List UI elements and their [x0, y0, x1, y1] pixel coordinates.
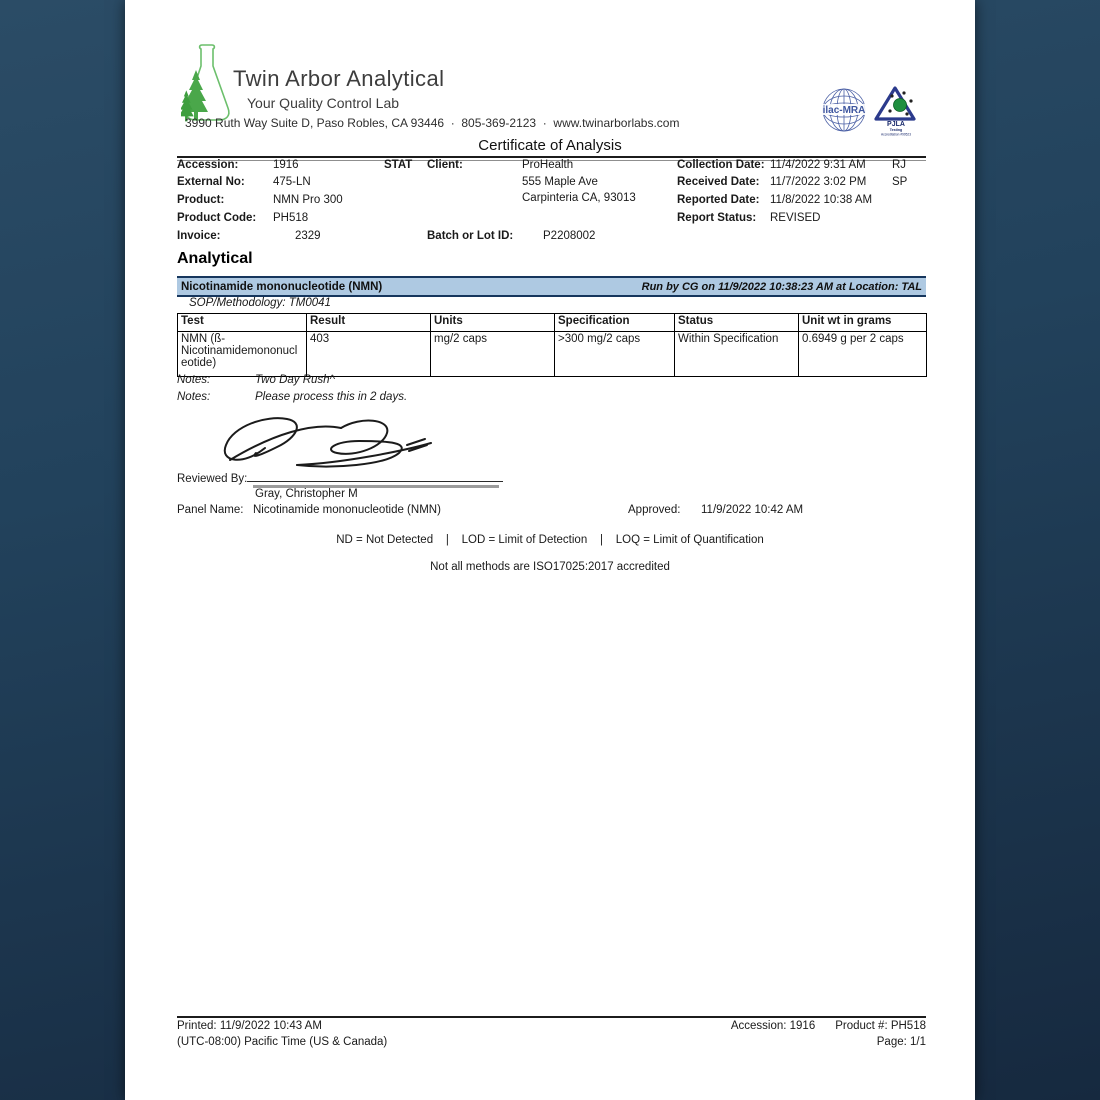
signature-line: [247, 470, 503, 482]
sop-methodology: SOP/Methodology: TM0041: [189, 297, 331, 309]
accession-value: 1916: [273, 159, 299, 171]
client-address2: Carpinteria CA, 93013: [522, 192, 636, 204]
note-text: Please process this in 2 days.: [255, 391, 408, 403]
received-date-label: Received Date:: [677, 176, 760, 188]
cell-units: mg/2 caps: [431, 332, 555, 377]
stat-flag: STAT: [384, 159, 413, 171]
approved-value: 11/9/2022 10:42 AM: [701, 504, 804, 516]
panel-banner: [177, 276, 926, 297]
reviewer-name: Gray, Christopher M: [255, 488, 358, 500]
report-status-label: Report Status:: [677, 212, 757, 224]
product-code-label: Product Code:: [177, 212, 257, 224]
product-value: NMN Pro 300: [273, 194, 343, 206]
footer-page-number: Page: 1/1: [876, 1036, 926, 1048]
footer-accession: Accession: 1916: [730, 1020, 816, 1032]
company-logo-flask-tree-icon: [181, 42, 235, 126]
company-name: Twin Arbor Analytical: [233, 66, 445, 91]
collection-date-value: 11/4/2022 9:31 AM: [770, 159, 866, 171]
col-specification: Specification: [555, 314, 675, 332]
document-page: [125, 0, 975, 1100]
pjla-name: PJLA: [887, 121, 905, 128]
report-info-block: [177, 159, 926, 251]
received-initials: SP: [892, 176, 908, 188]
reviewed-by-label: Reviewed By:: [177, 473, 248, 485]
results-table: [177, 313, 927, 377]
note-row: [177, 391, 407, 403]
collection-date-label: Collection Date:: [677, 159, 765, 171]
abbreviation-legend: ND = Not Detected | LOD = Limit of Detection | LOQ = Limit of Quantification: [336, 534, 764, 546]
panel-name-value: Nicotinamide mononucleotide (NMN): [253, 504, 441, 516]
results-header-row: [178, 314, 927, 332]
client-label: Client:: [427, 159, 463, 171]
cell-unit-wt: 0.6949 g per 2 caps: [799, 332, 927, 377]
reported-date-label: Reported Date:: [677, 194, 760, 206]
cell-test: NMN (ß-Nicotinamidemononucleotide): [178, 332, 307, 377]
col-unit-wt: Unit wt in grams: [799, 314, 927, 332]
company-tagline: Your Quality Control Lab: [247, 95, 400, 111]
external-no-label: External No:: [177, 176, 245, 188]
invoice-value: 2329: [295, 230, 321, 242]
reported-date-value: 11/8/2022 10:38 AM: [770, 194, 873, 206]
cell-specification: >300 mg/2 caps: [555, 332, 675, 377]
pjla-line1: Testing: [889, 128, 903, 132]
invoice-label: Invoice:: [177, 230, 221, 242]
note-label: Notes:: [177, 374, 211, 386]
col-units: Units: [431, 314, 555, 332]
run-info: Run by CG on 11/9/2022 10:38:23 AM at Location: TAL: [641, 280, 922, 293]
footer-right-row: [177, 1020, 926, 1032]
panel-name-label: Panel Name:: [177, 504, 244, 516]
cell-status: Within Specification: [675, 332, 799, 377]
reviewed-by-row: [177, 470, 503, 485]
col-result: Result: [307, 314, 431, 332]
ilac-mra-label: ilac-MRA: [822, 105, 866, 116]
received-date-value: 11/7/2022 3:02 PM: [770, 176, 867, 188]
cell-result: 403: [307, 332, 431, 377]
printed-timestamp: Printed: 11/9/2022 10:43 AM: [177, 1020, 322, 1032]
note-row: [177, 374, 335, 386]
footer-product: Product #: PH518: [835, 1020, 926, 1032]
footer-divider: [177, 1016, 926, 1018]
col-test: Test: [178, 314, 307, 332]
external-no-value: 475-LN: [273, 176, 311, 188]
accreditation-note: Not all methods are ISO17025:2017 accredited: [430, 561, 670, 573]
document-title: Certificate of Analysis: [478, 137, 622, 154]
pjla-line2: Accreditation #99523: [881, 132, 911, 137]
analytical-heading: Analytical: [177, 250, 253, 267]
col-status: Status: [675, 314, 799, 332]
client-name: ProHealth: [522, 159, 574, 171]
results-data-row: [178, 332, 927, 377]
note-text: Two Day Rush^: [255, 374, 335, 386]
panel-title: Nicotinamide mononucleotide (NMN): [181, 280, 383, 293]
client-address1: 555 Maple Ave: [522, 176, 598, 188]
note-label: Notes:: [177, 391, 211, 403]
report-status-value: REVISED: [770, 212, 821, 224]
pjla-logo-icon: [873, 83, 921, 137]
timezone: (UTC-08:00) Pacific Time (US & Canada): [177, 1036, 388, 1048]
ilac-mra-logo-icon: [819, 86, 869, 134]
product-code-value: PH518: [273, 212, 309, 224]
batch-value: P2208002: [543, 230, 596, 242]
accession-label: Accession:: [177, 159, 239, 171]
batch-label: Batch or Lot ID:: [427, 230, 514, 242]
collection-initials: RJ: [892, 159, 907, 171]
signature-image: [211, 412, 451, 472]
approved-label: Approved:: [628, 504, 681, 516]
product-label: Product:: [177, 194, 225, 206]
company-address: 3990 Ruth Way Suite D, Paso Robles, CA 93446 · 805-369-2123 · www.twinarborlabs.com: [185, 116, 680, 130]
